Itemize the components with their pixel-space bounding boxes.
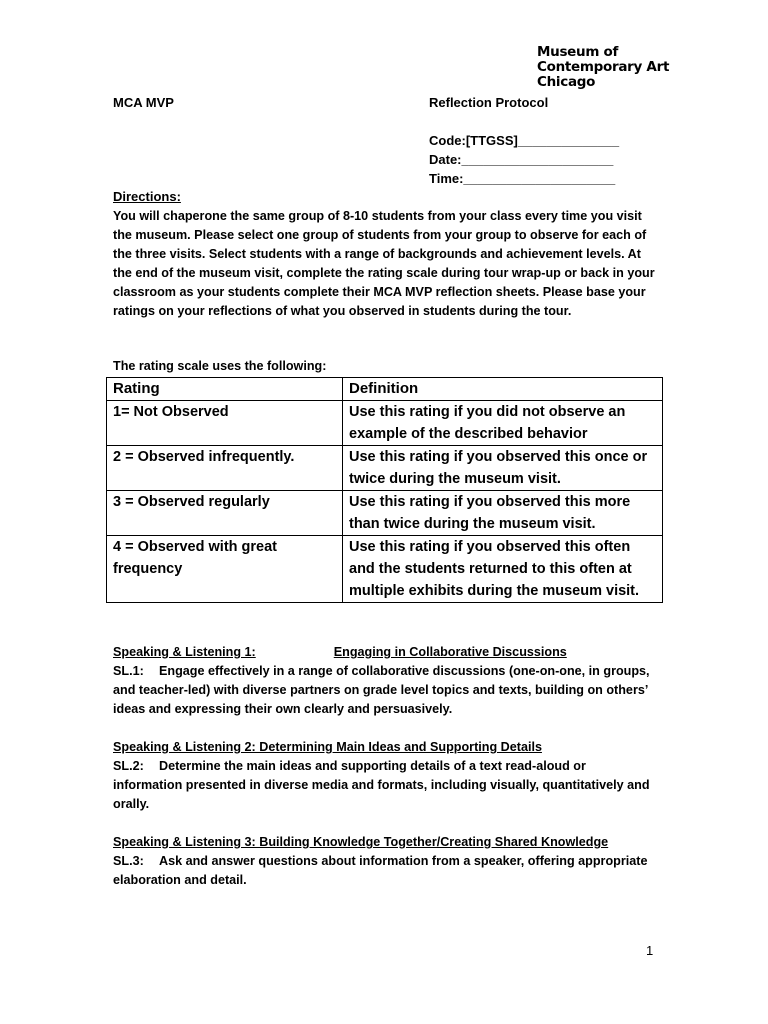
standard-section-3 <box>113 833 658 890</box>
time-field[interactable]: Time:_____________________ <box>429 171 616 186</box>
code-field[interactable]: Code:[TTGSS]______________ <box>429 133 620 148</box>
standard-code: SL.2: <box>113 759 144 773</box>
table-row <box>107 536 663 603</box>
standard-title-part-a: Speaking & Listening 1: <box>113 645 256 659</box>
standard-title <box>113 643 658 662</box>
standard-section-1 <box>113 643 658 719</box>
standard-code: SL.1: <box>113 664 144 678</box>
table-header-row <box>107 378 663 401</box>
definition-cell: Use this rating if you observed this once or twice during the museum visit. <box>343 446 663 491</box>
definition-cell: Use this rating if you did not observe an example of the described behavior <box>343 401 663 446</box>
column-header-rating: Rating <box>107 378 343 401</box>
standard-section-2 <box>113 738 658 814</box>
directions-heading: Directions: <box>113 189 181 204</box>
page-number: 1 <box>646 943 654 958</box>
logo-line-2: Contemporary Art <box>537 59 670 75</box>
header-doc-title: Reflection Protocol <box>429 95 549 110</box>
table-row <box>107 446 663 491</box>
rating-cell: 2 = Observed infrequently. <box>107 446 343 491</box>
table-row <box>107 401 663 446</box>
column-header-definition: Definition <box>343 378 663 401</box>
standard-description: Determine the main ideas and supporting details of a text read-aloud or information presented in diverse media and formats, including visually, quantitatively and orally. <box>113 759 650 811</box>
rating-cell: 3 = Observed regularly <box>107 491 343 536</box>
date-field[interactable]: Date:_____________________ <box>429 152 614 167</box>
directions-text: You will chaperone the same group of 8-10 students from your class every time you visit the museum. Please select one group of students from your group to observe for each of the three visits. Select students with a range of backgrounds and achievement levels. At the end of the museum visit, complete the rating scale during tour wrap-up or back in your classroom as your students complete their MCA MVP reflection sheets. Please base your ratings on your reflections of what you observed in students during the tour. <box>113 209 655 318</box>
definition-cell: Use this rating if you observed this often and the students returned to this often at multiple exhibits during the museum visit. <box>343 536 663 603</box>
standard-description: Engage effectively in a range of collaborative discussions (one-on-one, in groups, and teacher-led) with diverse partners on grade level topics and texts, building on others’ ideas and expressing their own clearly and persuasively. <box>113 664 650 716</box>
rating-cell: 4 = Observed with great frequency <box>107 536 343 603</box>
header-program: MCA MVP <box>113 95 174 110</box>
standard-title: Speaking & Listening 2: Determining Main Ideas and Supporting Details <box>113 740 542 754</box>
standard-title: Speaking & Listening 3: Building Knowledge Together/Creating Shared Knowledge <box>113 835 609 849</box>
rating-cell: 1= Not Observed <box>107 401 343 446</box>
standard-title-part-b: Engaging in Collaborative Discussions <box>333 645 567 659</box>
standard-code: SL.3: <box>113 854 144 868</box>
museum-logo <box>537 45 669 90</box>
logo-line-3: Chicago <box>537 74 596 90</box>
standard-description: Ask and answer questions about information from a speaker, offering appropriate elaboration and detail. <box>113 854 648 887</box>
rating-table <box>106 377 663 603</box>
rating-scale-intro: The rating scale uses the following: <box>113 359 327 373</box>
definition-cell: Use this rating if you observed this more than twice during the museum visit. <box>343 491 663 536</box>
logo-line-1: Museum of <box>537 44 619 60</box>
table-row <box>107 491 663 536</box>
